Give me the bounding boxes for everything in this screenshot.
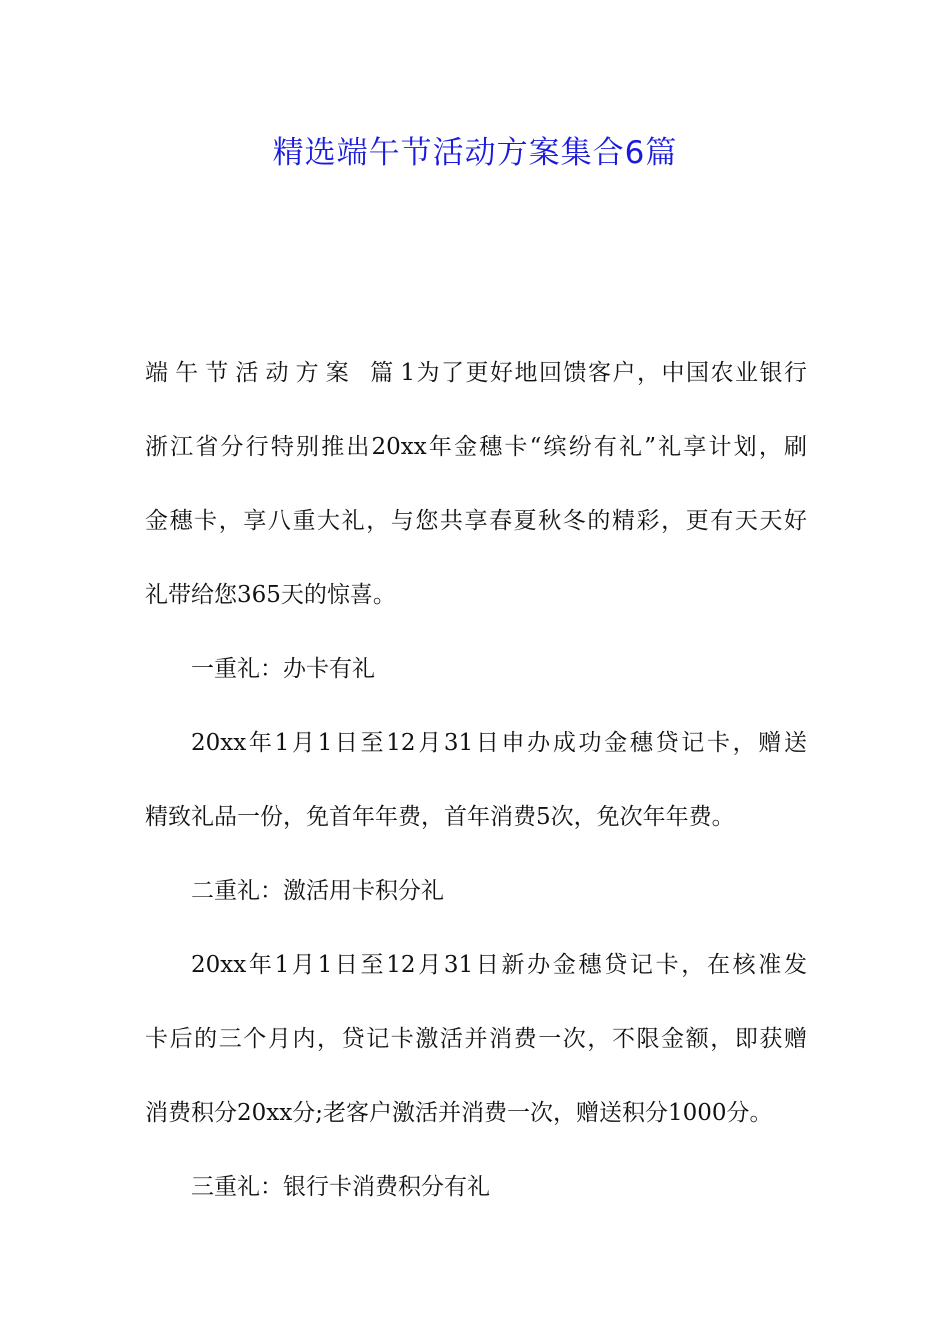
paragraph-line: 精致礼品一份，免首年年费，首年消费5次，免次年年费。 <box>145 804 735 830</box>
paragraph-line: 卡后的三个月内，贷记卡激活并消费一次，不限金额，即获赠 <box>145 1026 807 1052</box>
document-title: 精选端午节活动方案集合6篇 <box>272 135 678 171</box>
paragraph-line: 礼带给您365天的惊喜。 <box>145 582 396 608</box>
paragraph-line: 20xx年1月1日至12月31日申办成功金穗贷记卡，赠送 <box>191 730 807 756</box>
document-body <box>145 336 807 1224</box>
paragraph-line: 浙江省分行特别推出20xx年金穗卡“缤纷有礼”礼享计划，刷 <box>145 434 807 460</box>
gift-heading: 三重礼：银行卡消费积分有礼 <box>191 1174 490 1200</box>
gift-heading: 二重礼：激活用卡积分礼 <box>191 878 444 904</box>
gift-heading: 一重礼：办卡有礼 <box>191 656 375 682</box>
paragraph-line <box>145 336 807 410</box>
paragraph-text: 为了更好地回馈客户，中国农业银行 <box>415 360 807 386</box>
paragraph-line: 金穗卡，享八重大礼，与您共享春夏秋冬的精彩，更有天天好 <box>145 508 807 534</box>
section-label: 端午节活动方案 篇1 <box>145 360 415 386</box>
paragraph-line: 20xx年1月1日至12月31日新办金穗贷记卡，在核准发 <box>191 952 807 978</box>
paragraph-line: 消费积分20xx分;老客户激活并消费一次，赠送积分1000分。 <box>145 1100 773 1126</box>
